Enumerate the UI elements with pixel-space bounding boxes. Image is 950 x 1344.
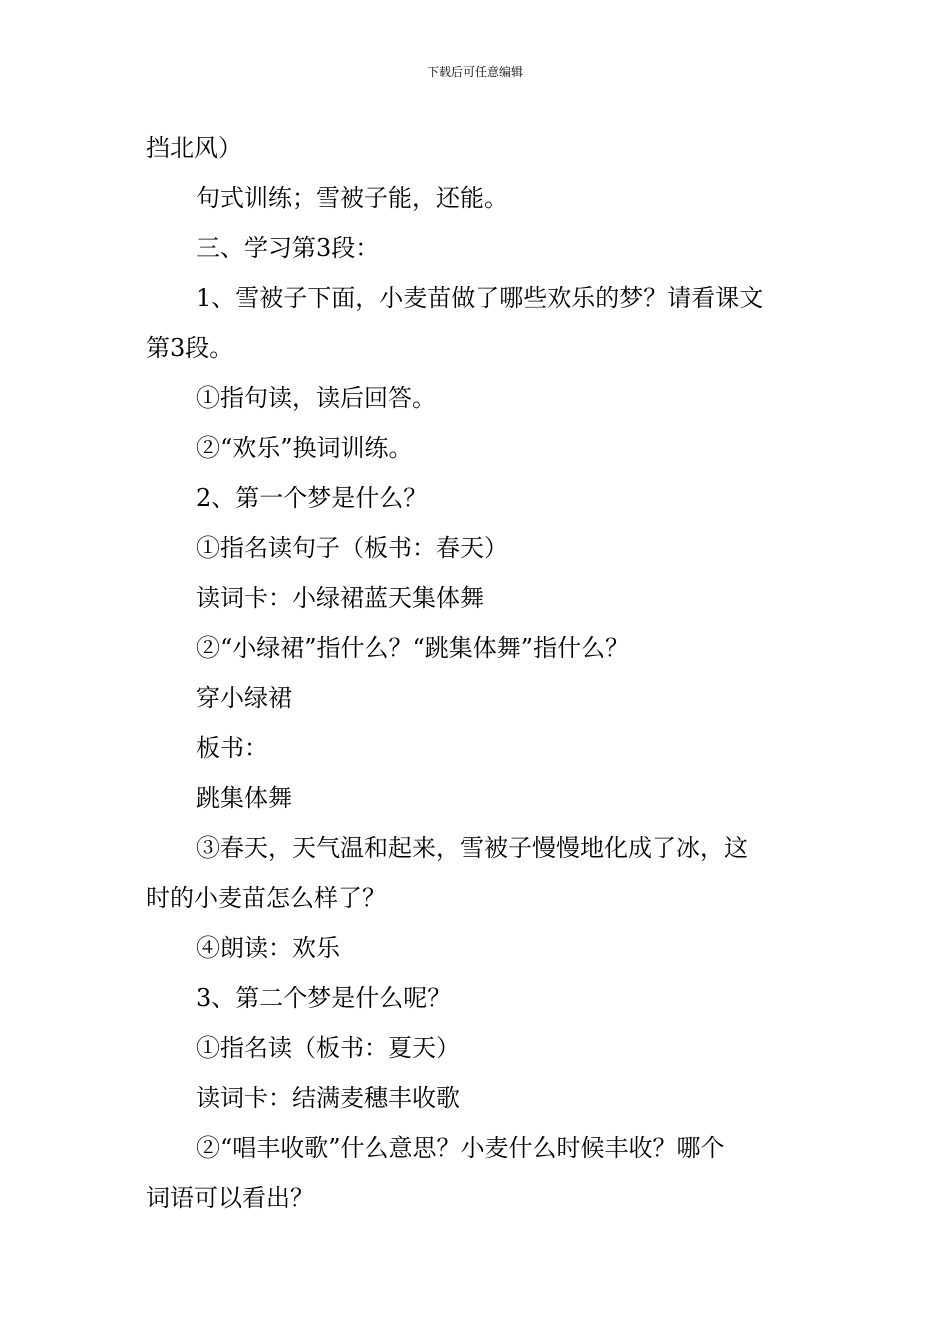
text-line: 时的小麦苗怎么样了？	[146, 884, 386, 912]
text-line: 词语可以看出？	[146, 1184, 314, 1212]
text-line: 板书：	[196, 734, 268, 762]
text-line: 句式训练；雪被子能，还能。	[196, 184, 508, 212]
text-line: ②“欢乐”换词训练。	[196, 434, 413, 462]
text-line: 2、第一个梦是什么？	[196, 484, 428, 512]
text-line: ③春天，天气温和起来，雪被子慢慢地化成了冰，这	[196, 834, 748, 862]
text-line: 穿小绿裙	[196, 684, 292, 712]
text-line: ①指名读句子（板书：春天）	[196, 534, 508, 562]
text-line: ④朗读：欢乐	[196, 934, 340, 962]
text-line: 3、第二个梦是什么呢？	[196, 984, 452, 1012]
page-header-note: 下载后可任意编辑	[426, 65, 523, 79]
document-body	[146, 128, 806, 1228]
text-line: 读词卡：结满麦穗丰收歌	[196, 1084, 460, 1112]
text-line: 读词卡：小绿裙蓝天集体舞	[196, 584, 484, 612]
text-line: 第3段。	[146, 334, 234, 362]
text-line: 跳集体舞	[196, 784, 292, 812]
text-line: ①指名读（板书：夏天）	[196, 1034, 460, 1062]
text-line: ②“小绿裙”指什么？“跳集体舞”指什么？	[196, 634, 630, 662]
text-line: ①指句读，读后回答。	[196, 384, 436, 412]
text-line: 挡北风）	[146, 134, 242, 162]
text-line: 1、雪被子下面，小麦苗做了哪些欢乐的梦？请看课文	[196, 284, 764, 312]
section-heading: 三、学习第3段：	[196, 234, 380, 262]
text-line: ②“唱丰收歌”什么意思？小麦什么时候丰收？哪个	[196, 1134, 725, 1162]
